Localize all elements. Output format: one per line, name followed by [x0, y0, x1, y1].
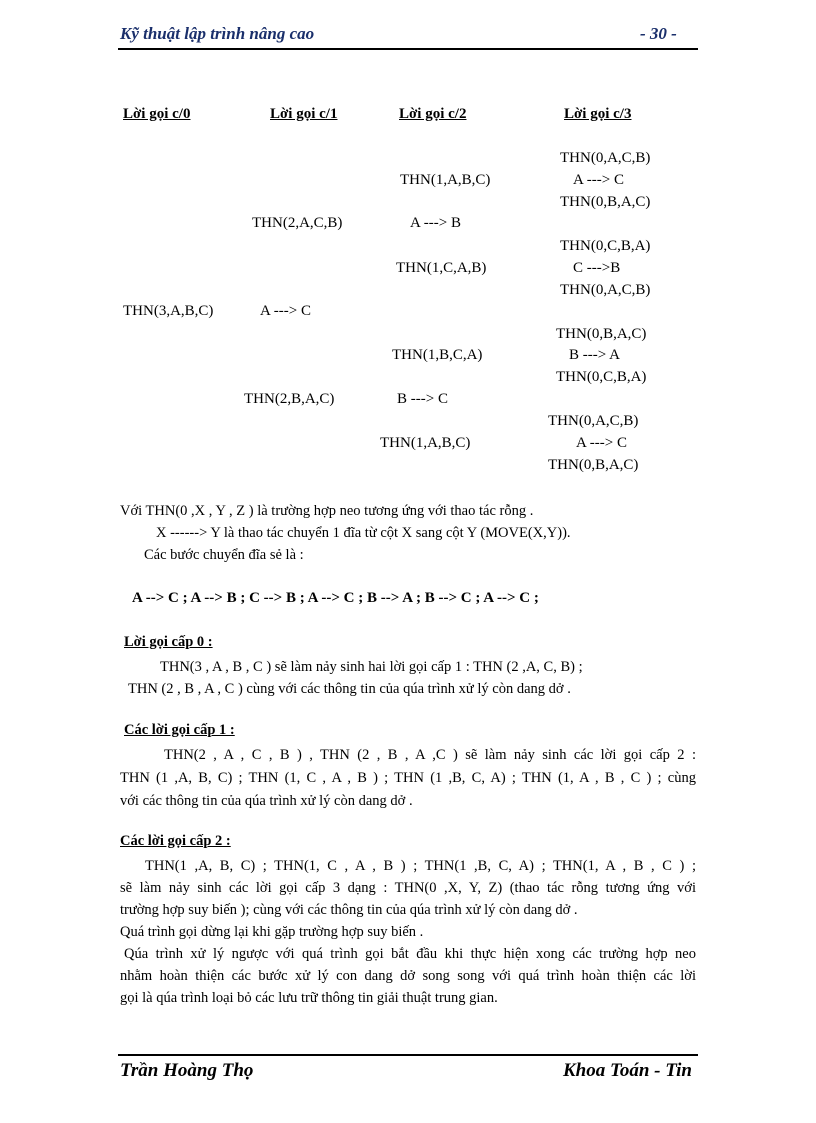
footer-author: Trần Hoàng Thọ [120, 1060, 254, 1081]
footer-department: Khoa Toán - Tin [563, 1060, 692, 1081]
call-level-3: THN(0,A,C,B) [560, 150, 651, 166]
column-heading-level-2: Lời gọi c/2 [399, 106, 467, 122]
move-level-3: C --->B [573, 260, 621, 276]
paragraph-line: THN (1 ,A, B, C) ; THN (1, C , A , B ) ; THN (1 ,B, C, A) ; THN (1, A , B , C ) ; cùng [120, 770, 696, 786]
section-title-level-1: Các lời gọi cấp 1 : [124, 722, 235, 738]
move-level-3: A ---> C [573, 172, 624, 188]
footer-divider [118, 1054, 698, 1056]
call-level-2: THN(1,C,A,B) [396, 260, 487, 276]
move-steps-sequence: A --> C ; A --> B ; C --> B ; A --> C ; B --> A ; B --> C ; A --> C ; [132, 590, 539, 606]
call-level-3: THN(0,A,C,B) [548, 413, 639, 429]
move-level-3: B ---> A [569, 347, 620, 363]
paragraph-line: gọi là qúa trình loại bỏ các lưu trữ thông tin giải thuật trung gian. [120, 990, 498, 1006]
paragraph-line: với các thông tin của qúa trình xử lý còn dang dở . [120, 793, 413, 809]
call-level-2: THN(1,B,C,A) [392, 347, 483, 363]
header-title: Kỹ thuật lập trình nâng cao [120, 24, 315, 43]
paragraph-line: Quá trình gọi dừng lại khi gặp trường hợp suy biến . [120, 924, 424, 940]
column-heading-level-3: Lời gọi c/3 [564, 106, 632, 122]
move-level-0: A ---> C [260, 303, 311, 319]
call-level-3: THN(0,B,A,C) [560, 194, 651, 210]
paragraph-line: nhằm hoàn thiện các bước xử lý con dang dở song song với quá trình hoàn thiện các lời [120, 968, 696, 984]
header-divider [118, 48, 698, 50]
paragraph-line: THN (2 , B , A , C ) cùng với các thông tin của qúa trình xử lý còn dang dở . [128, 681, 571, 697]
note-move-definition: X ------> Y là thao tác chuyển 1 đĩa từ cột X sang cột Y (MOVE(X,Y)). [156, 525, 571, 541]
move-level-1: B ---> C [397, 391, 448, 407]
paragraph-line: sẽ làm nảy sinh các lời gọi cấp 3 dạng : THN(0 ,X, Y, Z) (thao tác rỗng tương ứng với [120, 880, 696, 896]
call-level-1: THN(2,B,A,C) [244, 391, 335, 407]
section-title-level-2: Các lời gọi cấp 2 : [120, 833, 231, 849]
call-level-1: THN(2,A,C,B) [252, 215, 343, 231]
call-level-3: THN(0,C,B,A) [556, 369, 647, 385]
column-heading-level-0: Lời gọi c/0 [123, 106, 191, 122]
note-base-case: Với THN(0 ,X , Y , Z ) là trường hợp neo tương ứng với thao tác rỗng . [120, 503, 534, 519]
call-level-2: THN(1,A,B,C) [400, 172, 491, 188]
call-level-3: THN(0,B,A,C) [548, 457, 639, 473]
paragraph-line: THN(2 , A , C , B ) , THN (2 , B , A ,C ) sẽ làm nảy sinh các lời gọi cấp 2 : [164, 747, 696, 763]
paragraph-line: Qúa trình xử lý ngược với quá trình gọi bắt đầu khi thực hiện xong các trường hợp neo [124, 946, 696, 962]
paragraph-line: THN(1 ,A, B, C) ; THN(1, C , A , B ) ; THN(1 ,B, C, A) ; THN(1, A , B , C ) ; [145, 858, 696, 874]
note-steps-intro: Các bước chuyển đĩa sẻ là : [144, 547, 304, 563]
call-level-3: THN(0,B,A,C) [556, 326, 647, 342]
paragraph-line: trường hợp suy biến ); cùng với các thông tin của qúa trình xử lý còn dang dở . [120, 902, 578, 918]
move-level-1: A ---> B [410, 215, 461, 231]
page-number: - 30 - [640, 24, 677, 43]
call-level-2: THN(1,A,B,C) [380, 435, 471, 451]
call-level-3: THN(0,A,C,B) [560, 282, 651, 298]
column-heading-level-1: Lời gọi c/1 [270, 106, 338, 122]
call-level-0: THN(3,A,B,C) [123, 303, 214, 319]
call-level-3: THN(0,C,B,A) [560, 238, 651, 254]
move-level-3: A ---> C [576, 435, 627, 451]
paragraph-line: THN(3 , A , B , C ) sẽ làm nảy sinh hai lời gọi cấp 1 : THN (2 ,A, C, B) ; [160, 659, 583, 675]
section-title-level-0: Lời gọi cấp 0 : [124, 634, 213, 650]
